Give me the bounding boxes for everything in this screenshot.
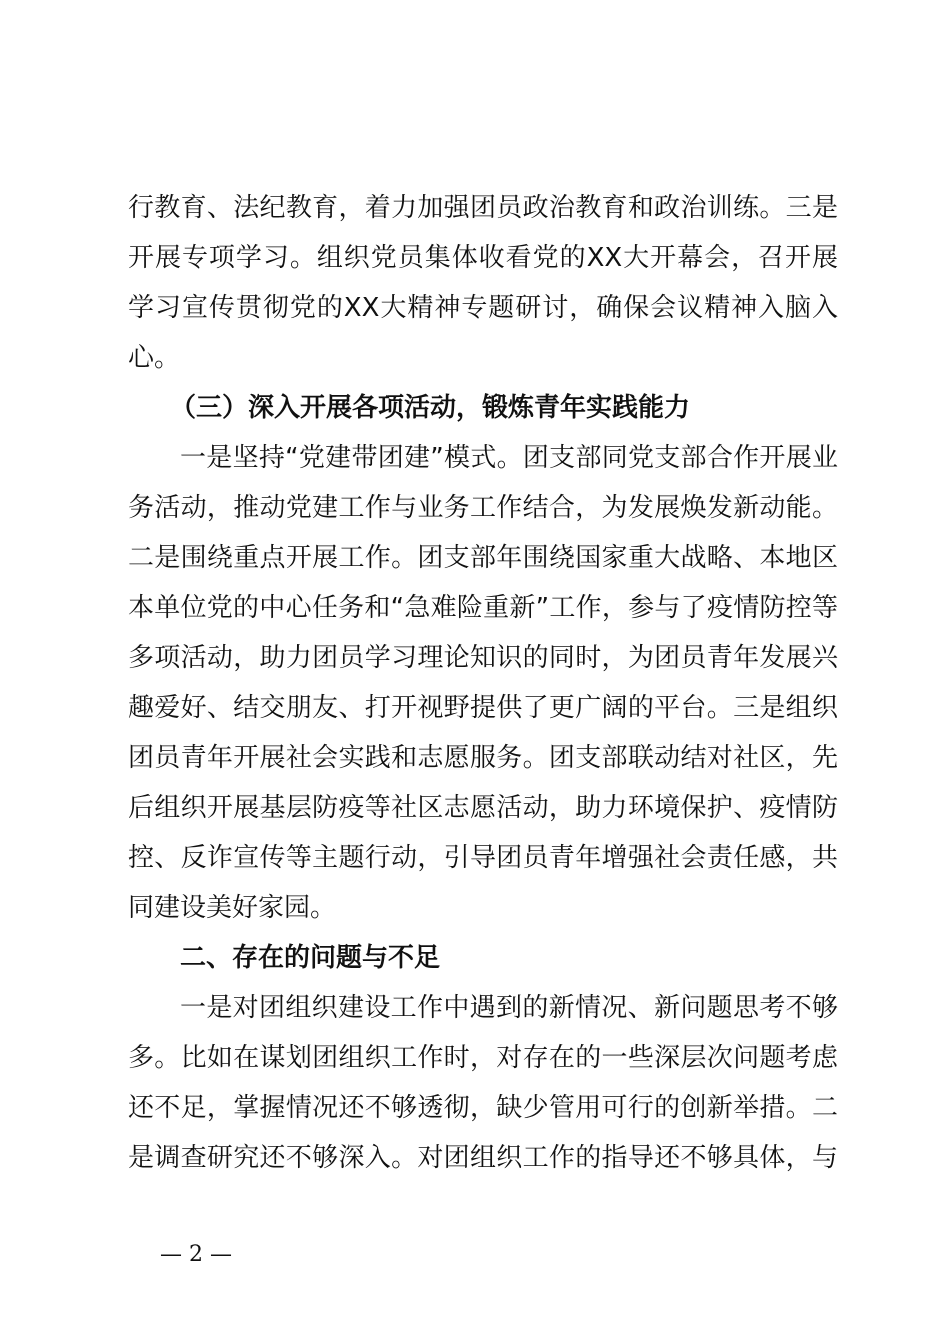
paragraph-line: 团员青年开展社会实践和志愿服务。团支部联动结对社区，先 (128, 743, 838, 773)
paragraph-line: 一是坚持“党建带团建”模式。团支部同党支部合作开展业 (180, 443, 838, 473)
paragraph-line: 心。 (128, 343, 181, 373)
paragraph-line: 后组织开展基层防疫等社区志愿活动，助力环境保护、疫情防 (128, 793, 838, 823)
paragraph-line: 本单位党的中心任务和“急难险重新”工作，参与了疫情防控等 (128, 593, 838, 623)
paragraph-line: 务活动，推动党建工作与业务工作结合，为发展焕发新动能。 (128, 493, 838, 523)
section-heading-3: （三）深入开展各项活动，锻炼青年实践能力 (170, 393, 691, 423)
paragraph-line: 一是对团组织建设工作中遇到的新情况、新问题思考不够 (180, 993, 838, 1023)
paragraph-line: 趣爱好、结交朋友、打开视野提供了更广阔的平台。三是组织 (128, 693, 838, 723)
paragraph-line: 控、反诈宣传等主题行动，引导团员青年增强社会责任感，共 (128, 843, 838, 873)
paragraph-line: 是调查研究还不够深入。对团组织工作的指导还不够具体，与 (128, 1143, 838, 1173)
paragraph-line: 学习宣传贯彻党的XX大精神专题研讨，确保会议精神入脑入 (128, 293, 838, 323)
paragraph-line: 开展专项学习。组织党员集体收看党的XX大开幕会，召开展 (128, 243, 838, 273)
section-heading-2: 二、存在的问题与不足 (180, 943, 441, 973)
paragraph-line: 二是围绕重点开展工作。团支部年围绕国家重大战略、本地区 (128, 543, 838, 573)
page-number: — 2 — (160, 1242, 232, 1267)
paragraph-line: 行教育、法纪教育，着力加强团员政治教育和政治训练。三是 (128, 193, 838, 223)
paragraph-line: 多。比如在谋划团组织工作时，对存在的一些深层次问题考虑 (128, 1043, 838, 1073)
paragraph-line: 多项活动，助力团员学习理论知识的同时，为团员青年发展兴 (128, 643, 838, 673)
paragraph-line: 同建设美好家园。 (128, 893, 337, 923)
paragraph-line: 还不足，掌握情况还不够透彻，缺少管用可行的创新举措。二 (128, 1093, 838, 1123)
